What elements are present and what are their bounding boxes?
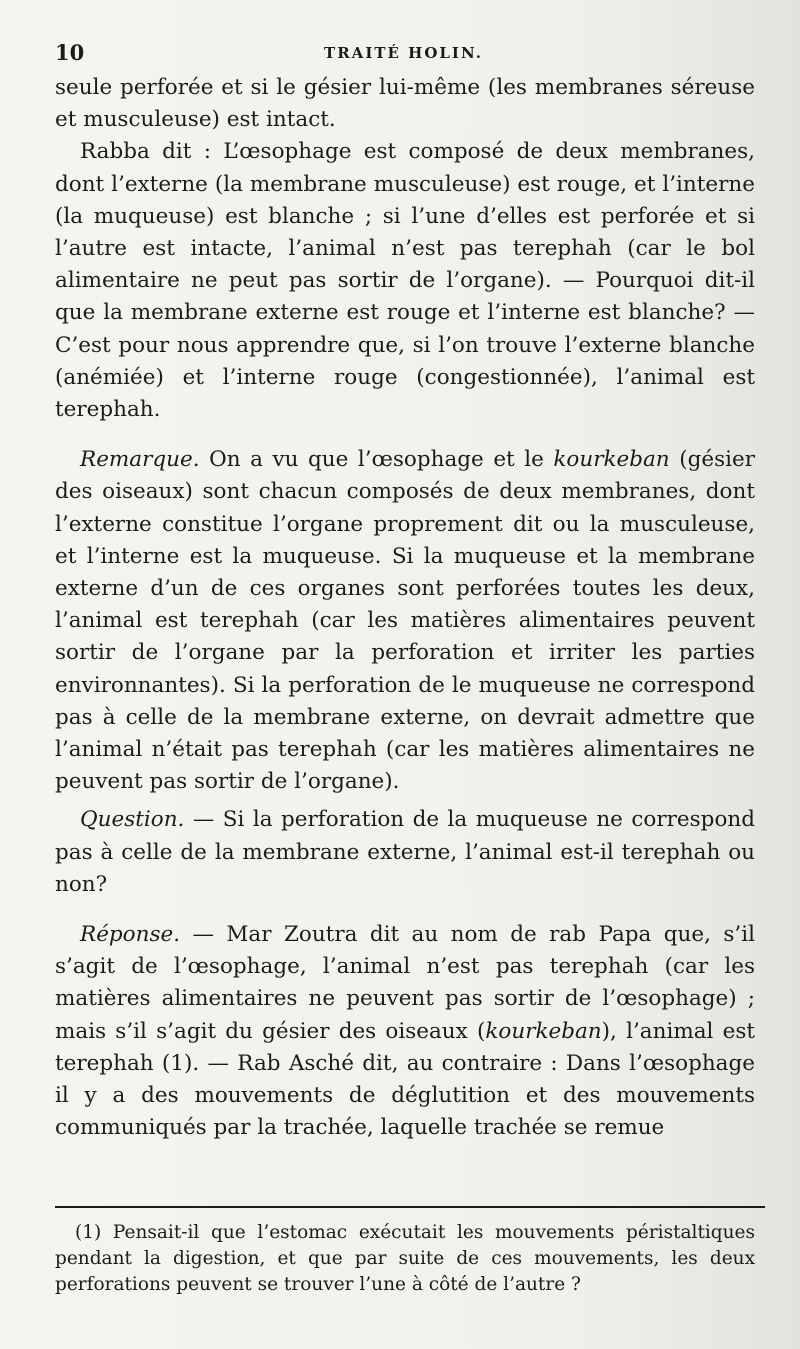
paragraph-1: seule perforée et si le gésier lui-même (les membranes séreuse et musculeuse) est intact. [55,75,755,133]
remarque-text-1: On a vu que l’œsophage et le [199,447,554,473]
page-number: 10 [55,40,85,65]
paragraph-reponse [55,919,755,1144]
reponse-text-1: — Mar Zoutra dit au nom de rab Papa que, s’il s’agit de l’œsophage, l’animal n’est pas terephah (car les matières alimentaires ne peuvent pas sortir de l’œsophage) ; mais s’il s’agit du gésier des oiseaux ( [55,922,755,1044]
paragraph-question [55,804,755,901]
footnote [55,1220,755,1298]
question-label: Question. [80,807,185,833]
reponse-label: Réponse. [80,922,181,948]
body-text [55,72,755,1145]
kourkeban-term-1: kourkeban [553,447,670,473]
reponse-text-2: ), l’animal est terephah (1). — Rab Asché dit, au contraire : Dans l’œsophage il y a des mouvements de déglutition et des mouvements communiqués par la trachée, laquelle trachée se remue [55,1018,756,1141]
footnote-text: (1) Pensait-il que l’estomac exécutait les mouvements péristaltiques pendant la digestion, et que par suite de ces mouvements, les deux perforations peuvent se trouver l’une à côté de l’autre ? [55,1222,755,1295]
question-text: — Si la perforation de la muqueuse ne correspond pas à celle de la membrane externe, l’animal est-il terephah ou non? [55,807,755,897]
paragraph-2: Rabba dit : L’œsophage est composé de deux membranes, dont l’externe (la membrane musculeuse) est rouge, et l’interne (la muqueuse) est blanche ; si l’une d’elles est perforée et si l’autre est intacte, l’animal n’est pas terephah (car le bol alimentaire ne peut pas sortir de l’organe). — Pourquoi dit-il que la membrane externe est rouge et l’interne est blanche? — C’est pour nous apprendre que, si l’on trouve l’externe blanche (anémiée) et l’interne rouge (congestionnée), l’animal est terephah. [55,139,755,423]
remarque-label: Remarque. [80,447,200,473]
remarque-text-2: (gésier des oiseaux) sont chacun composés de deux membranes, dont l’externe constitue l’organe proprement dit ou la musculeuse, et l’interne est la muqueuse. Si la muqueuse et la membrane externe d’un de ces organes sont perforées toutes les deux, l’animal est terephah (car les matières alimentaires peuvent sortir de l’organe par la perforation et irriter les parties environnantes). Si la perforation de le muqueuse ne correspond pas à celle de la membrane externe, on devrait admettre que l’animal n’était pas terephah (car les matières alimentaires ne peuvent pas sortir de l’organe). [55,447,755,795]
footnote-divider [55,1206,765,1208]
running-title: TRAITÉ HOLIN. [324,44,483,62]
kourkeban-term-2: kourkeban [485,1018,602,1044]
paragraph-remarque [55,444,755,798]
page-header [55,40,752,70]
